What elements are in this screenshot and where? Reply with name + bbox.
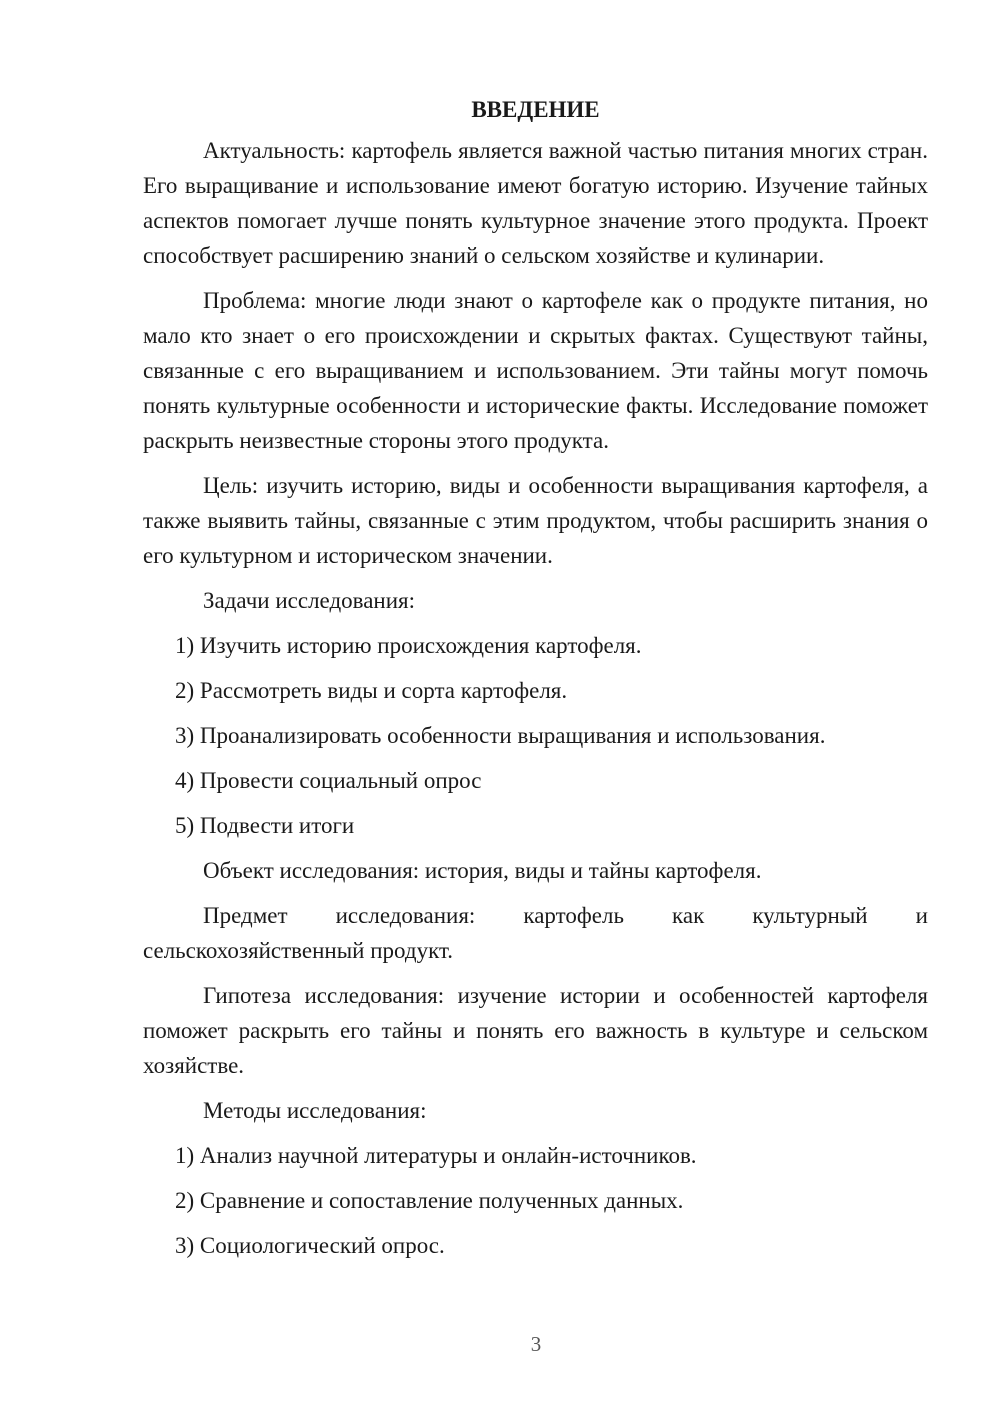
list-item: 4) Провести социальный опрос <box>175 768 482 793</box>
methods-heading: Методы исследования: <box>203 1098 427 1123</box>
methods-list <box>143 1138 928 1263</box>
tasks-heading: Задачи исследования: <box>203 588 416 613</box>
list-item: 2) Рассмотреть виды и сорта картофеля. <box>175 678 568 703</box>
page-number: 3 <box>530 1332 542 1356</box>
goal-paragraph: Цель: изучить историю, виды и особенности выращивания картофеля, а также выявить тайны, связанные с этим продуктом, чтобы расширить знания о его культурном и историческом значении. <box>143 473 928 568</box>
list-item: 1) Анализ научной литературы и онлайн-источников. <box>175 1143 697 1168</box>
actuality-paragraph: Актуальность: картофель является важной частью питания многих стран. Его выращивание и использование имеют богатую историю. Изучение тайных аспектов помогает лучше понять культурное значение этого продукта. Проект способствует расширению знаний о сельском хозяйстве и кулинарии. <box>143 138 928 268</box>
tasks-list <box>143 628 928 843</box>
object-paragraph: Объект исследования: история, виды и тайны картофеля. <box>203 858 762 883</box>
list-item: 1) Изучить историю происхождения картофеля. <box>175 633 642 658</box>
list-item: 5) Подвести итоги <box>175 813 355 838</box>
hypothesis-paragraph: Гипотеза исследования: изучение истории и особенностей картофеля поможет раскрыть его тайны и понять его важность в культуре и сельском хозяйстве. <box>143 983 928 1078</box>
document-body <box>143 92 928 1273</box>
list-item: 3) Проанализировать особенности выращивания и использования. <box>175 723 826 748</box>
page-title: ВВЕДЕНИЕ <box>471 97 600 122</box>
subject-paragraph: Предмет исследования: картофель как культурный и сельскохозяйственный продукт. <box>143 903 928 963</box>
list-item: 3) Социологический опрос. <box>175 1233 445 1258</box>
problem-paragraph: Проблема: многие люди знают о картофеле как о продукте питания, но мало кто знает о его происхождении и скрытых фактах. Существуют тайны, связанные с его выращиванием и использованием. Эти тайны могут помочь понять культурные особенности и исторические факты. Исследование поможет раскрыть неизвестные стороны этого продукта. <box>143 288 928 453</box>
list-item: 2) Сравнение и сопоставление полученных данных. <box>175 1188 684 1213</box>
